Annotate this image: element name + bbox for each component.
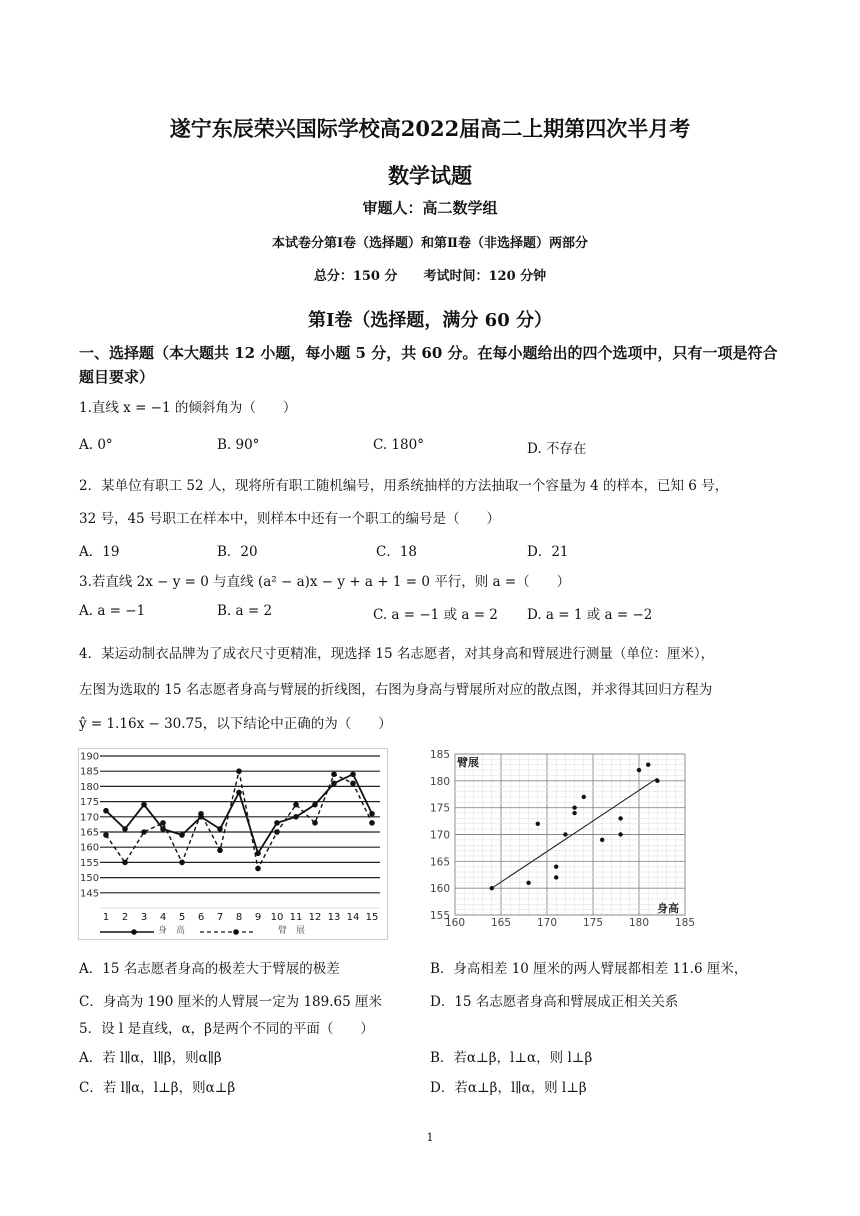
scatter-point — [572, 811, 576, 815]
x-tick-label: 8 — [235, 912, 243, 923]
data-point — [217, 847, 223, 853]
q4-line2: 左图为选取的 15 名志愿者身高与臂展的折线图，右图为身高与臂展所对应的散点图，并求得其回归方程为 — [79, 682, 713, 698]
q5-option-d: D．若α⊥β，l∥α，则 l⊥β — [430, 1080, 587, 1096]
x-tick-label: 7 — [216, 912, 224, 923]
data-point — [350, 781, 356, 787]
y-tick-label: 185 — [80, 766, 100, 778]
x-tick-label: 15 — [365, 912, 379, 923]
part1-title: 第Ⅰ卷（选择题，满分 60 分） — [307, 310, 552, 331]
x-tick-label: 2 — [121, 912, 129, 923]
scatter-point — [637, 768, 641, 772]
scatter-point — [572, 805, 576, 809]
exam-title: 遂宁东辰荣兴国际学校高2022届高二上期第四次半月考 — [169, 116, 691, 141]
scatter-point — [600, 838, 604, 842]
x-tick-label: 1 — [102, 912, 110, 923]
data-point — [103, 832, 109, 838]
x-axis-label: 身高 — [657, 902, 679, 915]
height-armspan-scatter-chart — [420, 748, 695, 933]
x-tick-label: 175 — [582, 917, 604, 929]
q2-option-d: D．21 — [527, 544, 569, 560]
data-point — [122, 860, 128, 866]
data-point — [198, 811, 204, 817]
data-point — [141, 802, 147, 808]
y-tick-label: 155 — [429, 910, 450, 922]
q3-stem: 3.若直线 2x − y = 0 与直线 (a² − a)x − y + a + 1 = 0 平行，则 a =（ ） — [79, 574, 571, 590]
data-point — [274, 820, 280, 826]
legend-marker-1 — [131, 929, 137, 935]
data-point — [103, 808, 109, 814]
legend-label-2: 臂 展 — [278, 926, 306, 936]
scatter-point — [582, 795, 586, 799]
data-point — [312, 820, 318, 826]
scatter-point — [526, 881, 530, 885]
y-tick-label: 160 — [80, 842, 100, 854]
data-point — [179, 860, 185, 866]
x-tick-label: 165 — [490, 917, 512, 929]
q2-option-b: B．20 — [217, 544, 258, 560]
x-tick-label: 5 — [178, 912, 186, 923]
setter-line: 审题人：高二数学组 — [362, 199, 498, 217]
data-point — [217, 826, 223, 832]
data-point — [331, 781, 337, 787]
data-point — [236, 768, 242, 774]
data-point — [160, 820, 166, 826]
y-tick-label: 170 — [80, 812, 100, 824]
x-tick-label: 10 — [270, 912, 284, 923]
y-tick-label: 185 — [429, 749, 450, 761]
q4-option-c: C．身高为 190 厘米的人臂展一定为 189.65 厘米 — [79, 994, 382, 1010]
data-point — [293, 802, 299, 808]
q5-stem: 5．设 l 是直线，α，β是两个不同的平面（ ） — [79, 1021, 374, 1037]
data-point — [141, 829, 147, 835]
q4-option-b: B．身高相差 10 厘米的两人臂展都相差 11.6 厘米， — [430, 961, 748, 977]
x-tick-label: 11 — [289, 912, 303, 923]
scatter-point — [563, 832, 567, 836]
y-tick-label: 150 — [80, 873, 100, 885]
q1-option-d: D. 不存在 — [527, 441, 587, 457]
data-point — [369, 820, 375, 826]
page-number: 1 — [426, 1131, 434, 1144]
q1-stem: 1.直线 x = −1 的倾斜角为（ ） — [79, 400, 297, 416]
y-tick-label: 165 — [429, 856, 450, 869]
data-point — [293, 814, 299, 820]
q1-option-a: A. 0° — [79, 437, 113, 453]
q4-line3: ŷ = 1.16x − 30.75，以下结论中正确的为（ ） — [79, 716, 392, 732]
y-tick-label: 160 — [429, 883, 450, 896]
legend-marker-2 — [233, 929, 239, 935]
q2-option-a: A．19 — [79, 544, 120, 560]
scatter-point — [554, 865, 558, 869]
data-point — [236, 790, 242, 796]
x-tick-label: 180 — [628, 917, 650, 929]
q5-option-c: C．若 l∥α，l⊥β，则α⊥β — [79, 1080, 236, 1096]
data-point — [274, 829, 280, 835]
q3-option-a: A. a = −1 — [79, 603, 146, 619]
y-tick-label: 155 — [80, 857, 100, 869]
score-time: 总分：150 分 考试时间：120 分钟 — [313, 269, 547, 284]
y-tick-label: 180 — [80, 781, 100, 793]
x-tick-label: 9 — [254, 912, 262, 923]
data-point — [179, 832, 185, 838]
subject-title: 数学试题 — [388, 163, 472, 188]
q2-option-c: C．18 — [376, 544, 418, 560]
scatter-point — [655, 779, 659, 783]
paper-note: 本试卷分第Ⅰ卷（选择题）和第Ⅱ卷（非选择题）两部分 — [271, 236, 589, 251]
q5-option-a: A．若 l∥α，l∥β，则α∥β — [79, 1050, 222, 1066]
x-tick-label: 6 — [197, 912, 205, 923]
x-tick-label: 12 — [308, 912, 322, 923]
data-point — [369, 811, 375, 817]
data-point — [122, 826, 128, 832]
scatter-point — [618, 832, 622, 836]
scatter-point — [490, 886, 494, 890]
y-tick-label: 165 — [80, 827, 100, 839]
data-point — [331, 771, 337, 777]
y-tick-label: 175 — [80, 797, 100, 809]
x-tick-label: 13 — [327, 912, 341, 923]
q4-option-a: A．15 名志愿者身高的极差大于臂展的极差 — [79, 961, 340, 977]
q5-option-b: B．若α⊥β，l⊥α，则 l⊥β — [430, 1050, 593, 1066]
x-tick-label: 185 — [674, 917, 695, 929]
scatter-point — [618, 816, 622, 820]
y-tick-label: 175 — [429, 802, 450, 815]
x-tick-label: 4 — [159, 912, 167, 923]
legend-label-1: 身 高 — [158, 926, 186, 936]
q2-line1: 2．某单位有职工 52 人，现将所有职工随机编号，用系统抽样的方法抽取一个容量为 4 的样本，已知 6 号， — [79, 478, 729, 494]
y-tick-label: 180 — [429, 775, 450, 788]
x-tick-label: 3 — [140, 912, 148, 923]
q1-option-b: B. 90° — [217, 437, 260, 453]
data-point — [312, 802, 318, 808]
q3-option-b: B. a = 2 — [217, 603, 273, 619]
x-tick-label: 14 — [346, 912, 360, 923]
scatter-point — [646, 763, 650, 767]
q4-option-d: D．15 名志愿者身高和臂展成正相关关系 — [430, 994, 679, 1010]
x-tick-label: 170 — [536, 917, 558, 929]
y-tick-label: 190 — [80, 751, 100, 763]
q1-option-c: C. 180° — [373, 437, 424, 453]
data-point — [350, 771, 356, 777]
y-tick-label: 170 — [429, 829, 450, 842]
scatter-point — [554, 875, 558, 879]
x-tick-label: 160 — [444, 917, 466, 929]
q4-line1: 4．某运动制衣品牌为了成衣尺寸更精准，现选择 15 名志愿者，对其身高和臂展进行测量（单位：厘米）， — [79, 646, 715, 662]
y-axis-label: 臂展 — [457, 756, 479, 769]
section1-heading: 一、选择题（本大题共 12 小题，每小题 5 分，共 60 分。在每小题给出的四个选项中，只有一项是符合题目要求） — [79, 344, 778, 386]
scatter-point — [536, 822, 540, 826]
q2-line2: 32 号，45 号职工在样本中，则样本中还有一个职工的编号是（ ） — [79, 511, 500, 527]
height-armspan-line-chart — [78, 748, 388, 940]
q3-option-d: D. a = 1 或 a = −2 — [527, 607, 653, 623]
y-tick-label: 145 — [80, 888, 100, 900]
q3-option-c: C. a = −1 或 a = 2 — [373, 607, 498, 623]
data-point — [255, 866, 261, 872]
